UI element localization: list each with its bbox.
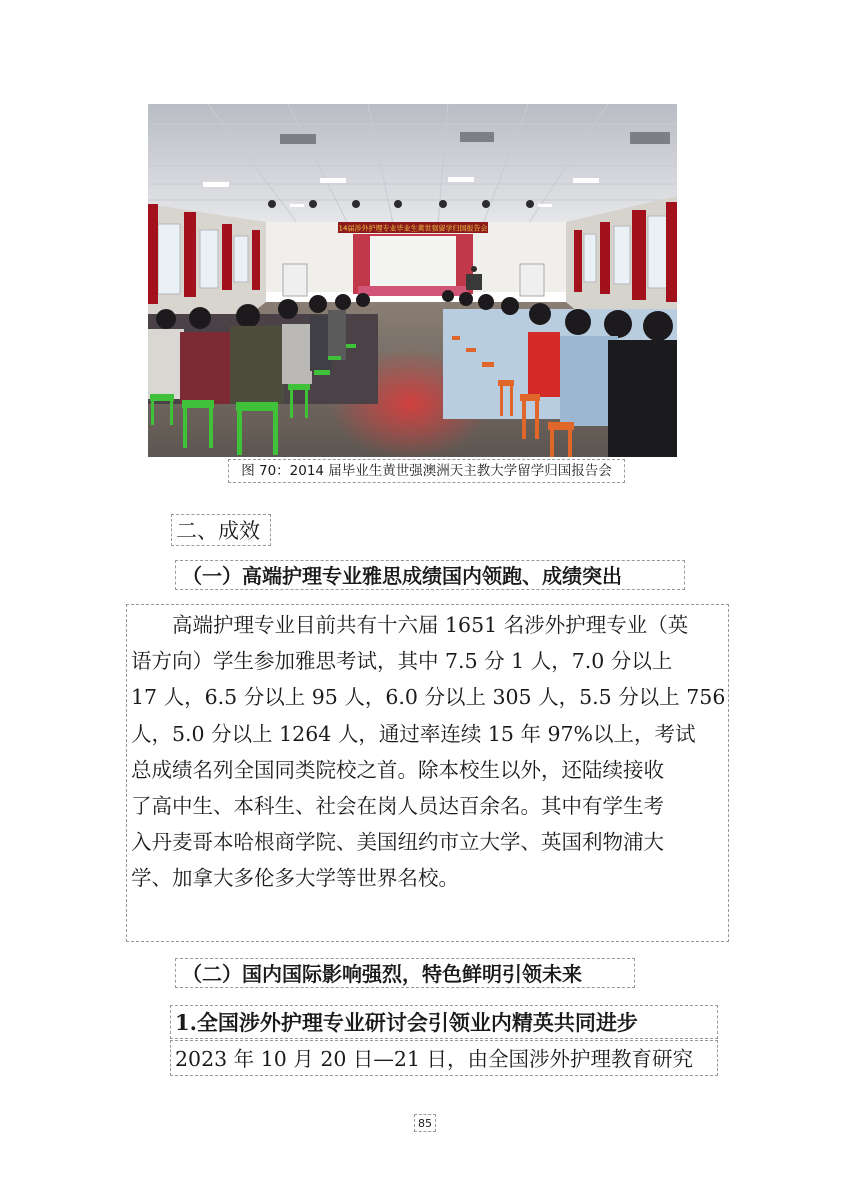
page-number: 85 [414, 1114, 436, 1132]
paragraph-line: 高端护理专业目前共有十六届 1651 名涉外护理专业（英 [131, 613, 689, 637]
paragraph-line: 了高中生、本科生、社会在岗人员达百余名。其中有学生考 [131, 794, 664, 819]
paragraph-line: 学、加拿大多伦多大学等世界名校。 [131, 866, 459, 891]
paragraph-line: 入丹麦哥本哈根商学院、美国纽约市立大学、英国利物浦大 [131, 830, 664, 855]
subheading-seminar: 1.全国涉外护理专业研讨会引领业内精英共同进步 [170, 1005, 718, 1039]
paragraph-ielts [126, 604, 729, 942]
figure-caption: 图 70：2014 届毕业生黄世强澳洲天主教大学留学归国报告会 [228, 459, 625, 483]
paragraph-line: 人，5.0 分以上 1264 人，通过率连续 15 年 97%以上，考试 [131, 721, 696, 746]
event-photo [148, 104, 677, 457]
banner-text: 14届涉外护理专业毕业生黄世强留学归国报告会 [338, 224, 488, 233]
subheading-influence: （二）国内国际影响强烈，特色鲜明引领未来 [175, 958, 635, 988]
body-line-seminar: 2023 年 10 月 20 日—21 日，由全国涉外护理教育研究 [170, 1040, 718, 1076]
paragraph-line: 17 人，6.5 分以上 95 人，6.0 分以上 305 人，5.5 分以上 756 [131, 685, 726, 710]
subheading-ielts: （一）高端护理专业雅思成绩国内领跑、成绩突出 [175, 560, 685, 590]
section-heading: 二、成效 [171, 514, 271, 546]
paragraph-line: 总成绩名列全国同类院校之首。除本校生以外，还陆续接收 [131, 757, 664, 782]
paragraph-line: 语方向）学生参加雅思考试，其中 7.5 分 1 人，7.0 分以上 [131, 649, 673, 674]
